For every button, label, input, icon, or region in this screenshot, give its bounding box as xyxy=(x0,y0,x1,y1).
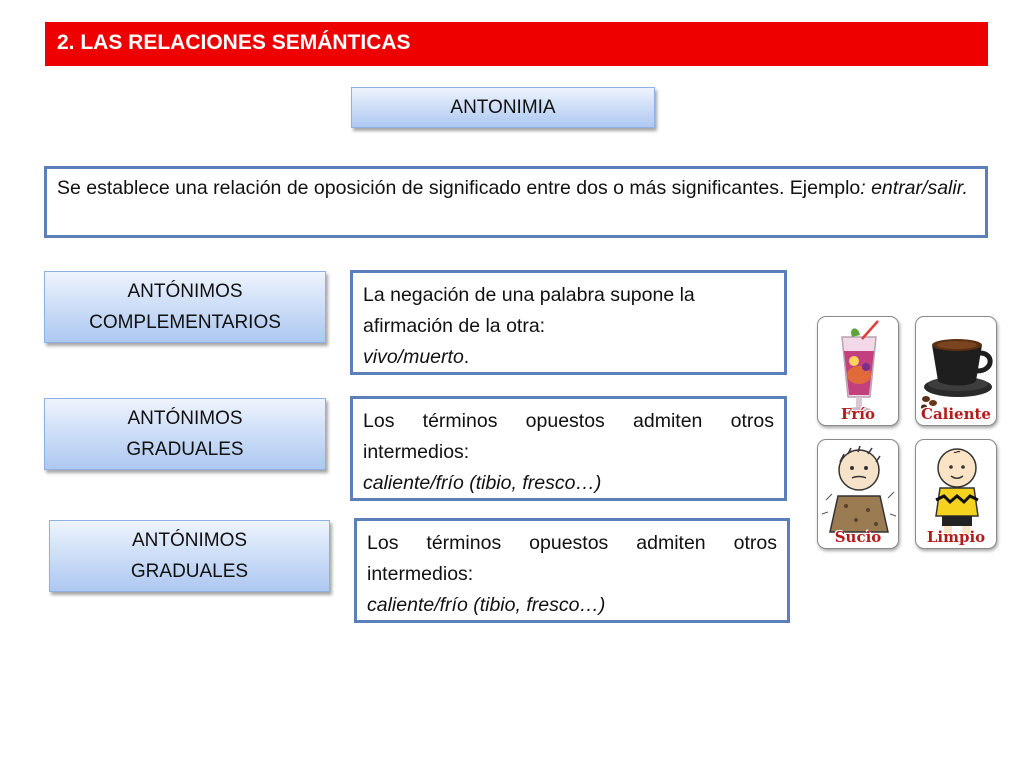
row1-heading-line2: COMPLEMENTARIOS xyxy=(89,312,281,333)
title-bar xyxy=(45,22,988,66)
complementary-antonyms-label xyxy=(44,271,326,343)
row2-heading-line2: GRADUALES xyxy=(126,439,244,460)
definition-text: Se establece una relación de oposición de significado entre dos o más significantes. xyxy=(57,177,785,199)
row1-example-line xyxy=(363,342,774,373)
image-tile-frio xyxy=(817,316,899,426)
image-tile-caliente xyxy=(915,316,997,426)
gradual-antonyms-label-2 xyxy=(49,520,330,592)
row1-heading-line1: ANTÓNIMOS xyxy=(127,281,243,302)
image-tile-limpio xyxy=(915,439,997,549)
complementary-antonyms-description xyxy=(350,270,787,375)
gradual-antonyms-description xyxy=(350,396,787,501)
gradual-antonyms-label xyxy=(44,398,326,470)
row2-text: Los términos opuestos admiten otros intermedios: xyxy=(363,410,774,463)
image-label-sucio: Sucio xyxy=(834,528,882,546)
definition-box xyxy=(44,166,988,238)
row1-example-suffix: . xyxy=(463,346,470,368)
image-label-limpio: Limpio xyxy=(926,528,986,546)
row1-text: La negación de una palabra supone la afirmación de la otra: xyxy=(363,284,695,337)
row2-heading-line1: ANTÓNIMOS xyxy=(127,408,243,429)
topic-label-box xyxy=(351,87,655,128)
row2-example: caliente/frío (tibio, fresco…) xyxy=(363,472,602,494)
row3-heading-line1: ANTÓNIMOS xyxy=(131,530,248,551)
definition-example: : entrar/salir. xyxy=(860,177,968,199)
row3-heading-line2: GRADUALES xyxy=(130,561,249,582)
gradual-antonyms-description-2 xyxy=(354,518,790,623)
row3-example: caliente/frío (tibio, fresco…) xyxy=(367,594,606,616)
image-tile-sucio xyxy=(817,439,899,549)
definition-example-prefix: Ejemplo xyxy=(789,177,861,199)
topic-label: ANTONIMIA xyxy=(450,97,556,118)
image-label-frio: Frío xyxy=(841,405,875,423)
row1-example: vivo/muerto xyxy=(363,346,464,368)
page-title: 2. LAS RELACIONES SEMÁNTICAS xyxy=(57,31,411,54)
row3-text: Los términos opuestos admiten otros intermedios: xyxy=(367,532,777,585)
image-label-caliente: Caliente xyxy=(921,405,991,423)
